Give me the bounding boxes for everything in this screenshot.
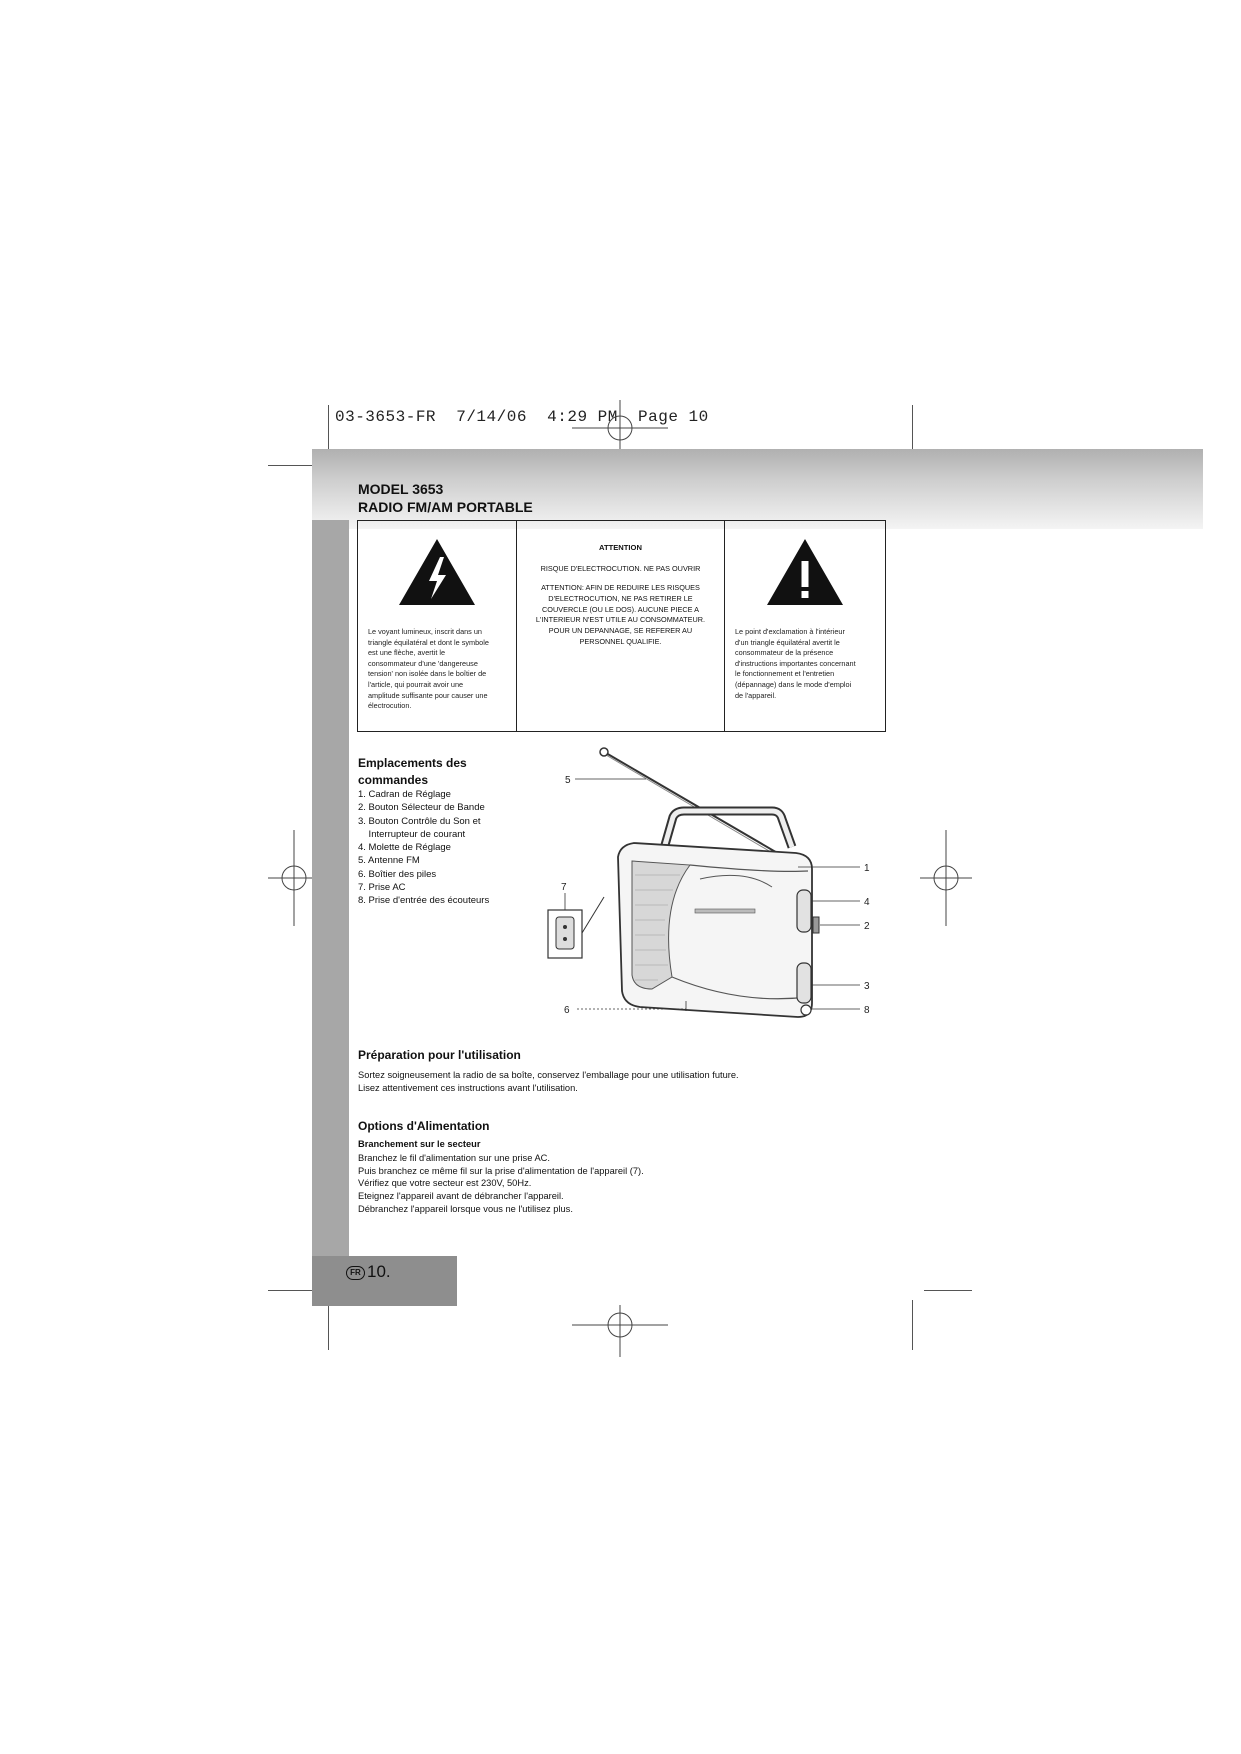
warning-left-line: consommateur d'une 'dangereuse <box>368 658 478 668</box>
list-item: Interrupteur de courant <box>358 828 466 840</box>
band-selector <box>813 917 819 933</box>
power-line: Puis branchez ce même fil sur la prise d'alimentation de l'appareil (7). <box>358 1165 644 1176</box>
preparation-title: Préparation pour l'utilisation <box>358 1048 521 1062</box>
crop-mark <box>912 1300 913 1350</box>
safety-warning-box <box>357 520 886 732</box>
warning-left-line: triangle équilatéral et dont le symbole <box>368 637 489 647</box>
warning-right-line: Le point d'exclamation à l'intérieur <box>735 627 845 636</box>
list-item: 3. Bouton Contrôle du Son et <box>358 815 481 827</box>
radio-diagram <box>540 745 880 1065</box>
list-item: 7. Prise AC <box>358 882 406 894</box>
warning-left-line: est une flèche, avertit le <box>368 648 446 658</box>
attention-line: PERSONNEL QUALIFIE. <box>579 636 662 646</box>
crop-mark <box>328 1300 329 1350</box>
warning-right-line: consommateur de la présence <box>735 648 834 658</box>
side-bar <box>312 520 349 1256</box>
print-slug: 03-3653-FR 7/14/06 4:29 PM Page 10 <box>335 408 709 426</box>
attention-line: POUR UN DEPANNAGE, SE REFERER AU <box>548 626 693 636</box>
controls-title-line: Emplacements des <box>358 756 467 770</box>
callout-1: 1 <box>864 863 870 874</box>
controls-section-title <box>358 755 498 789</box>
attention-title: ATTENTION <box>599 543 642 552</box>
list-item: 4. Molette de Réglage <box>358 842 451 854</box>
callout-3: 3 <box>864 981 870 992</box>
warning-column-left <box>358 521 517 731</box>
attention-paragraph <box>525 583 716 648</box>
warning-left-line: tension' non isolée dans le boîtier de <box>368 669 487 679</box>
language-badge: FR <box>346 1266 365 1280</box>
warning-right-line: (dépannage) dans le mode d'emploi <box>735 679 852 689</box>
attention-line: L'INTERIEUR N'EST UTILE AU CONSOMMATEUR. <box>535 615 706 625</box>
callout-7: 7 <box>561 882 567 893</box>
list-item: 6. Boîtier des piles <box>358 868 437 880</box>
preparation-text <box>358 1069 739 1094</box>
registration-mark-icon <box>572 1305 668 1357</box>
preparation-line: Sortez soigneusement la radio de sa boîte, conservez l'emballage pour une utilisation future. <box>358 1070 739 1080</box>
crop-mark <box>268 465 316 466</box>
callout-6: 6 <box>564 1005 570 1016</box>
list-item: 5. Antenne FM <box>358 855 420 867</box>
callout-8: 8 <box>864 1005 870 1016</box>
warning-left-line: l'article, qui pourrait avoir une <box>368 679 464 689</box>
warning-right-line: de l'appareil. <box>735 690 777 700</box>
warning-right-line: d'instructions importantes concernant <box>735 658 856 668</box>
registration-mark-icon <box>920 830 972 926</box>
page-number <box>346 1262 391 1282</box>
warning-column-middle <box>517 521 725 731</box>
headphone-jack <box>801 1005 811 1015</box>
lightning-warning-icon <box>397 537 477 607</box>
header-gradient-band <box>312 449 1203 529</box>
power-line: Eteignez l'appareil avant de débrancher l'appareil. <box>358 1191 564 1202</box>
exclamation-warning-icon <box>765 537 845 607</box>
crop-mark <box>924 1290 972 1291</box>
callout-2: 2 <box>864 921 870 932</box>
product-title: RADIO FM/AM PORTABLE <box>358 499 533 515</box>
callout-5: 5 <box>565 775 571 786</box>
controls-list <box>358 788 489 908</box>
radio-handle <box>665 811 792 847</box>
registration-mark-icon <box>572 400 668 452</box>
power-line: Débranchez l'appareil lorsque vous ne l'utilisez plus. <box>358 1203 573 1214</box>
page-number-value: 10. <box>367 1262 391 1281</box>
power-options-title: Options d'Alimentation <box>358 1119 490 1133</box>
power-line: Branchez le fil d'alimentation sur une prise AC. <box>358 1153 550 1163</box>
model-title: MODEL 3653 <box>358 481 444 497</box>
list-item: 2. Bouton Sélecteur de Bande <box>358 802 485 814</box>
attention-line: ATTENTION: AFIN DE REDUIRE LES RISQUES <box>541 583 700 592</box>
volume-knob <box>797 963 811 1003</box>
tuning-wheel <box>797 890 811 932</box>
controls-title-line: commandes <box>358 773 429 787</box>
crop-mark <box>268 1290 316 1291</box>
attention-line: D'ELECTROCUTION, NE PAS RETIRER LE <box>548 593 693 603</box>
list-item: 8. Prise d'entrée des écouteurs <box>358 895 490 907</box>
power-options-text <box>358 1152 644 1216</box>
preparation-line: Lisez attentivement ces instructions avant l'utilisation. <box>358 1082 578 1093</box>
power-options-subtitle: Branchement sur le secteur <box>358 1139 481 1149</box>
warning-column-right <box>725 521 885 731</box>
warning-right-line: le fonctionnement et l'entretien <box>735 669 835 679</box>
list-item: 1. Cadran de Réglage <box>358 789 451 800</box>
antenna-tip <box>600 748 608 756</box>
callout-4: 4 <box>864 897 870 908</box>
attention-line: RISQUE D'ELECTROCUTION. NE PAS OUVRIR <box>540 564 701 573</box>
warning-left-line: amplitude suffisante pour causer une <box>368 690 488 700</box>
power-line: Vérifiez que votre secteur est 230V, 50Hz. <box>358 1178 532 1189</box>
warning-left-line: Le voyant lumineux, inscrit dans un <box>368 627 482 636</box>
warning-left-line: électrocution. <box>368 701 412 711</box>
warning-right-line: d'un triangle équilatéral avertit le <box>735 637 840 647</box>
attention-line: COUVERCLE (OU LE DOS). AUCUNE PIECE A <box>542 604 699 614</box>
